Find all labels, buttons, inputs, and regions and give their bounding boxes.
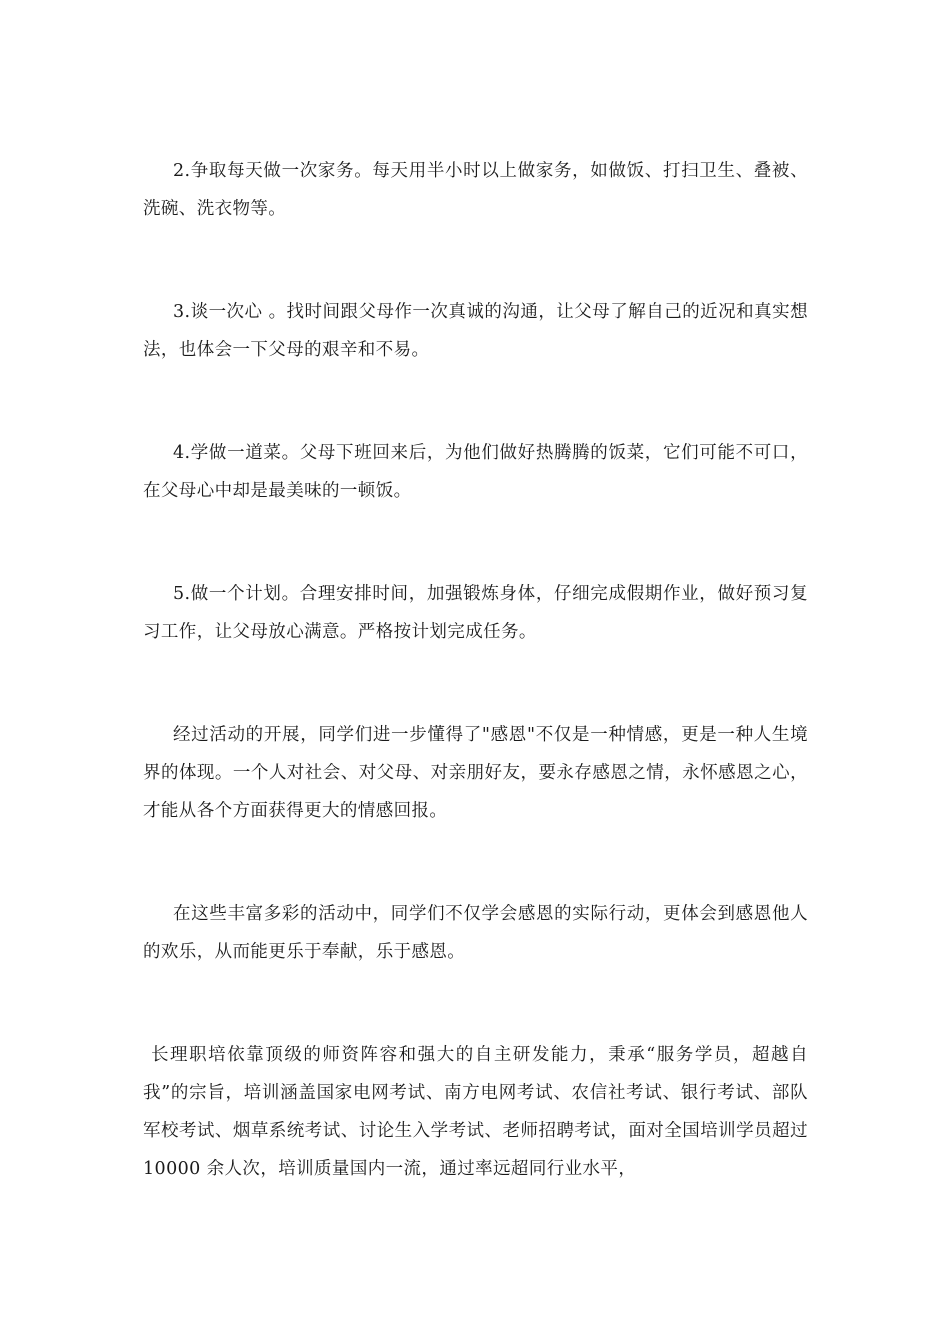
paragraph-activity-conclusion: 在这些丰富多彩的活动中，同学们不仅学会感恩的实际行动，更体会到感恩他人的欢乐，从而能更乐于奉献，乐于感恩。 bbox=[143, 904, 808, 962]
paragraph-cook-dish: 4.学做一道菜。父母下班回来后，为他们做好热腾腾的饭菜，它们可能不可口，在父母心中却是最美味的一顿饭。 bbox=[143, 443, 808, 501]
paragraph-activity-summary: 经过活动的开展，同学们进一步懂得了"感恩"不仅是一种情感，更是一种人生境界的体现。一个人对社会、对父母、对亲朋好友，要永存感恩之情，永怀感恩之心，才能从各个方面获得更大的情感回报。 bbox=[143, 725, 808, 821]
paragraph-heart-talk: 3.谈一次心 。找时间跟父母作一次真诚的沟通，让父母了解自己的近况和真实想法，也体会一下父母的艰辛和不易。 bbox=[143, 302, 808, 360]
paragraph-make-plan: 5.做一个计划。合理安排时间，加强锻炼身体，仔细完成假期作业，做好预习复习工作，让父母放心满意。严格按计划完成任务。 bbox=[143, 584, 808, 642]
paragraph-training-ad: 长理职培依靠顶级的师资阵容和强大的自主研发能力，秉承“服务学员，超越自我”的宗旨，培训涵盖国家电网考试、南方电网考试、农信社考试、银行考试、部队军校考试、烟草系统考试、讨论生入学考试、老师招聘考试，面对全国培训学员超过 10000 余人次，培训质量国内一流，通过率远超同行业水平， bbox=[143, 1045, 808, 1179]
paragraph-housework: 2.争取每天做一次家务。每天用半小时以上做家务，如做饭、打扫卫生、叠被、洗碗、洗衣物等。 bbox=[143, 161, 808, 219]
